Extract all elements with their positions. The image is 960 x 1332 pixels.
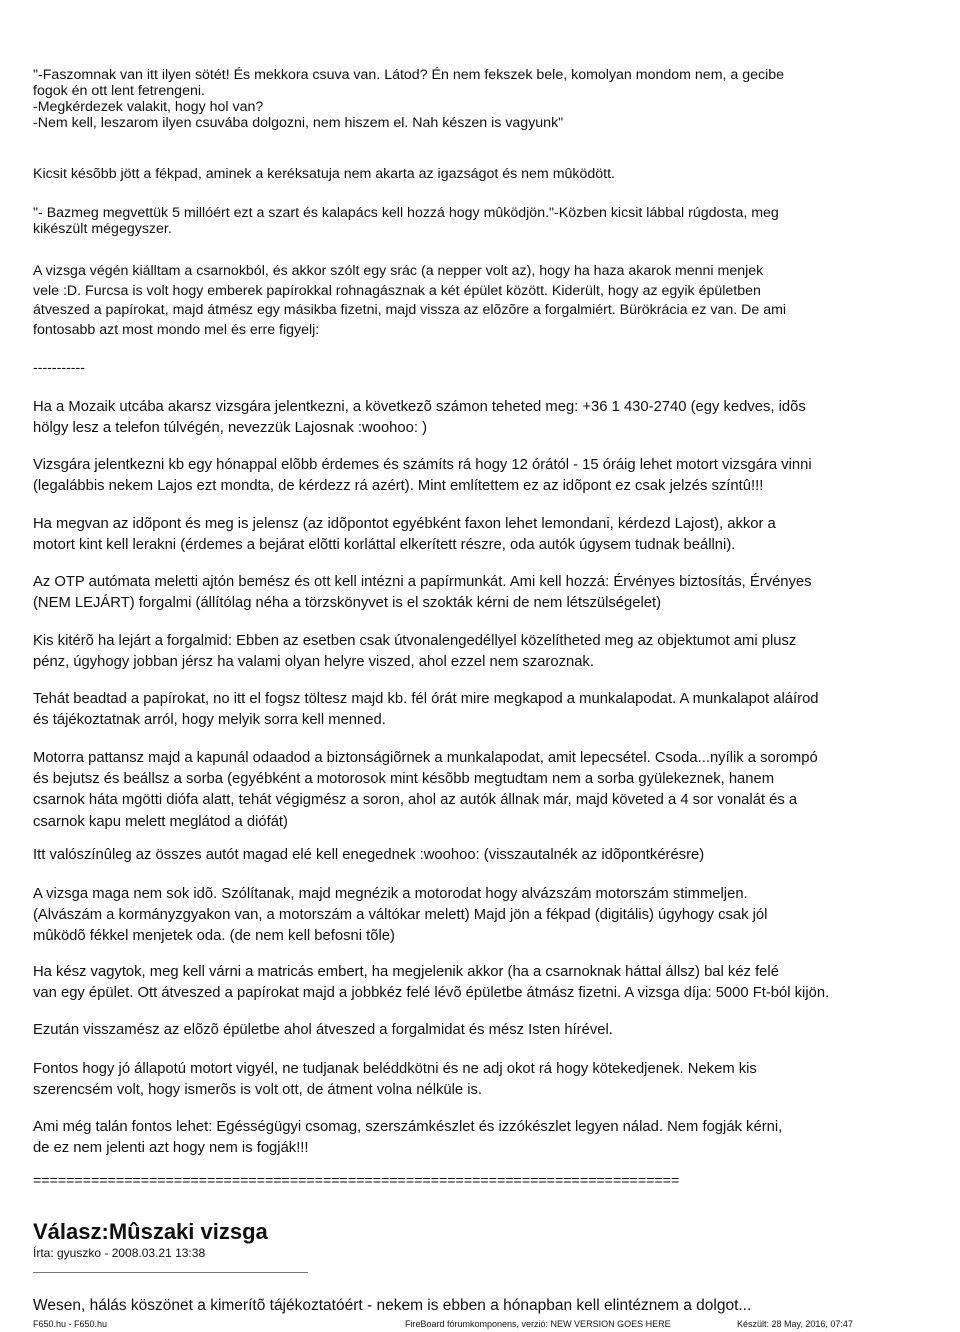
post-paragraph-first-aid: Ami még talán fontos lehet: Egésségügyi csomag, szerszámkészlet és izzókészlet legyen nálad. Nem fogják kérni, de ez nem jelenti azt hogy nem is fogják!!! [33,1119,783,1157]
post-paragraph-brake-test: Kicsit késõbb jött a fékpad, aminek a keréksatuja nem akarta az igazságot és nem mûködött. [33,166,615,182]
footer-component: FireBoard fórumkomponens, verzió: NEW VERSION GOES HERE [405,1319,671,1329]
reply-body: Wesen, hálás köszönet a kimerítõ tájékoztatóért - nekem is ebben a hónapban kell elintéznem a dolgot... [33,1297,752,1314]
post-paragraph-registration-pickup: Ezután visszamész az elõzõ épületbe ahol átveszed a forgalmidat és mész Isten hírével. [33,1022,613,1038]
post-paragraph-registration: Ha a Mozaik utcába akarsz vizsgára jelentkezni, a következõ számon teheted meg: +36 1 430-2740 (egy kedves, idõs hölgy lesz a telefon túlvégén, nevezzük Lajosnak :woohoo: ) [33,399,806,437]
reply-title: Válasz:Mûszaki vizsga [33,1219,268,1244]
footer-generated: Készült: 28 May, 2016, 07:47 [737,1319,853,1329]
post-paragraph-queue: Itt valószínûleg az összes autót magad elé kell enegednek :woohoo: (visszautalnék az idõpontkérésre) [33,847,705,863]
post-paragraph-parking: Ha megvan az idõpont és meg is jelensz (az idõpontot egyébként faxon lehet lemondani, kérdezd Lajost), akkor a motort kint kell lerakni (érdemes a bejárat elõtti korláttal elkerített részre, oda autók úgysem tudnak beállni). [33,516,776,554]
reply-meta: Írta: gyuszko - 2008.03.21 13:38 [33,1246,206,1260]
post-paragraph-timing: Vizsgára jelentkezni kb egy hónappal elõbb érdemes és számíts rá hogy 12 órától - 15 óráig lehet motort vizsgára vinni (legalábbis nekem Lajos ezt mondta, de kérdezz rá azért). Mint említettem ez az idõpont ez csak jelzés színtû!!! [33,457,812,495]
post-paragraph-sticker: Ha kész vagytok, meg kell várni a matricás embert, ha megjelenik akkor (ha a csarnoknak háttal állsz) bal kéz felé van egy épület. Ott átveszed a papírokat majd a jobbkéz felé lévõ épületbe átmász fizetni. A vizsga díja: 5000 Ft-ból kijön. [33,964,830,1002]
post-paragraph-exam-end: A vizsga végén kiálltam a csarnokból, és akkor szólt egy srác (a nepper volt az), hogy ha haza akarok menni menjek vele :D. Furcsa is volt hogy emberek papírokkal rohnagásznak a két épület között. Kiderült, hogy az egyik épületben átveszed a papírokat, majd átmész egy másikba fizetni, majd vissza az elõzõre a forgalmiért. Bürökrácia ez van. De ami fontosabb azt most mondo mel és erre figyelj: [33,263,787,338]
page-footer [33,1318,893,1331]
footer-site: F650.hu - F650.hu [33,1319,108,1329]
post-paragraph-inspection: A vizsga maga nem sok idõ. Szólítanak, majd megnézik a motorodat hogy alvázszám motorszám stimmeljen. (Alvászám a kormányzgyakon van, a motorszám a váltókar melett) Majd jön a fékpad (digitális) úgyhogy csak jól mûködõ fékkel menjetek oda. (de nem kell befosni tõle) [33,886,768,945]
post-paragraph-worksheet: Tehát beadtad a papírokat, no itt el fogsz töltesz majd kb. fél órát mire megkapod a munkalapodat. A munkalapot aláírod és tájékoztatnak arról, hogy melyik sorra kell menned. [33,691,819,729]
post-paragraph-hammer-quote: "- Bazmeg megvettük 5 millóért ezt a szart és kalapács kell hozzá hogy mûködjön."-Közben kicsit lábbal rúgdosta, meg kikészült mégegyszer. [33,205,779,237]
post-separator-dashes: ----------- [33,360,85,376]
reply-divider [33,1272,308,1273]
post-paragraph-expired-license: Kis kitérõ ha lejárt a forgalmid: Ebben az esetben csak útvonalengedéllyel közelítheted meg az objektumot ami plusz pénz, úgyhogy jobban jérsz ha valami olyan helyre viszed, ahol ezzel nem szaroznak. [33,633,797,671]
post-paragraph-paperwork: Az OTP autómata meletti ajtón bemész és ott kell intézni a papírmunkát. Ami kell hozzá: Érvényes biztosítás, Érvényes (NEM LEJÁRT) forgalmi (állítólag néha a törzskönyvet is el szokták kérni de nem létszülségelet) [33,574,812,612]
post-paragraph-condition: Fontos hogy jó állapotú motort vigyél, ne tudjanak beléddkötni és ne adj okot rá hogy kötekedjenek. Nekem kis szerencsém volt, hogy ismerõs is volt ott, de átment volna nélküle is. [33,1061,757,1099]
post-paragraph-quote: "-Faszomnak van itt ilyen sötét! És mekkora csuva van. Látod? Én nem fekszek bele, komolyan mondom nem, a gecibe fogok én ott lent fetrengeni. -Megkérdezek valakit, hogy hol van? -Nem kell, leszarom ilyen csuvába dolgozni, nem hiszem el. Nah készen is vagyunk" [33,67,785,131]
post-paragraph-gate: Motorra pattansz majd a kapunál odaadod a biztonságiõrnek a munkalapodat, amit lepecsétel. Csoda...nyílik a sorompó és bejutsz és beállsz a sorba (egyébként a motorosok mint késõbb megtudtam nem a sorba gyülekeznek, hanem csarnok háta mgötti diófa alatt, tehát végigmész a soron, ahol az autók állnak már, majd követed a 4 sor vonalát és a csarnok kapu melett meglátod a diófát) [33,750,818,830]
post-separator-equals: ============================================================================== [33,1173,680,1189]
